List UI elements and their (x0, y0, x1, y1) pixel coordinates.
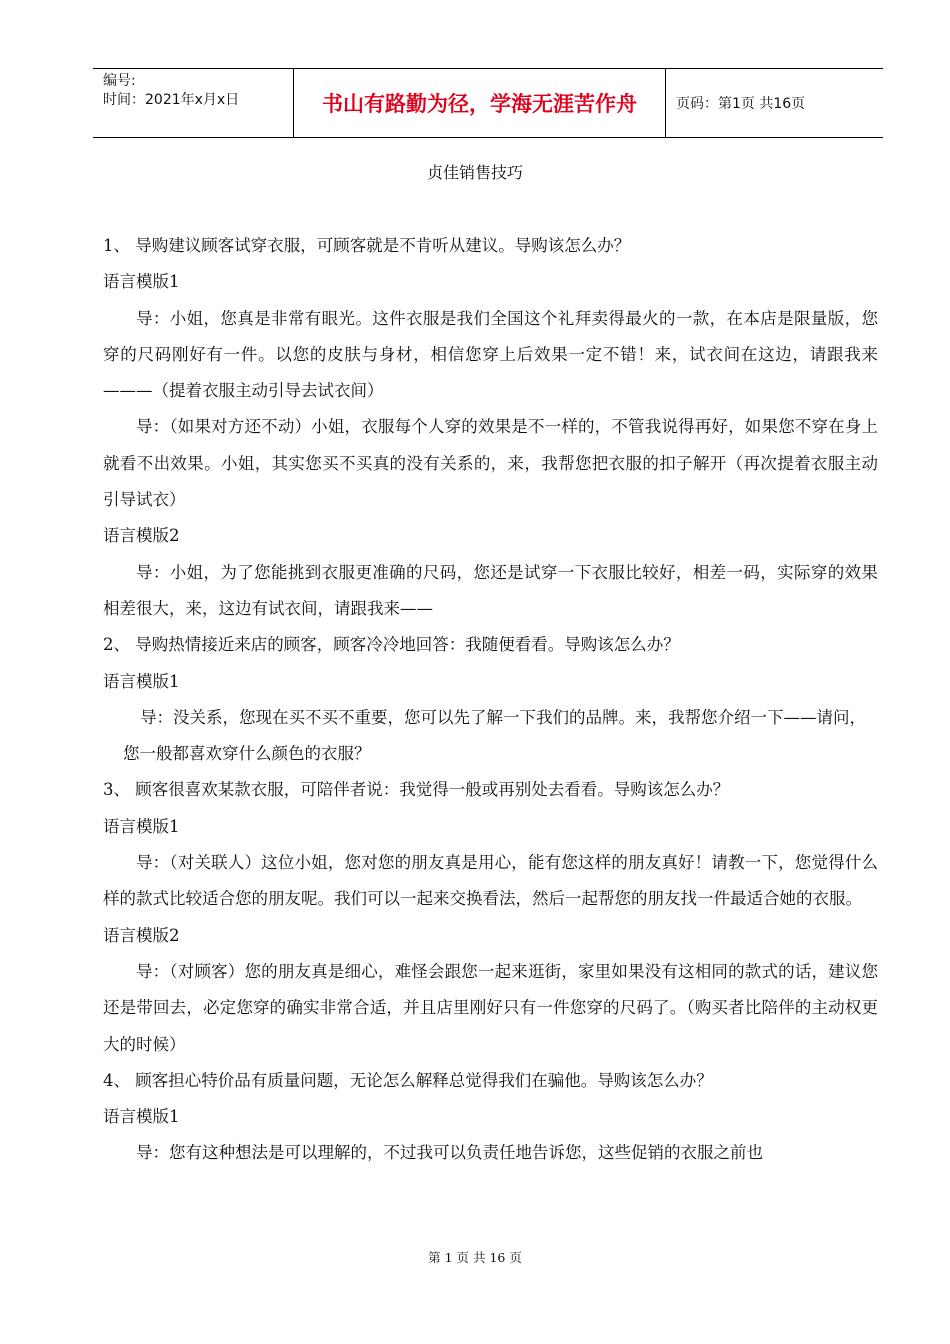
template-heading: 语言模版1 (103, 1107, 180, 1127)
template-heading: 语言模版1 (103, 671, 180, 691)
page-header (93, 68, 883, 138)
question-3: 3、 顾客很喜欢某款衣服，可陪伴者说：我觉得一般或再别处去看看。导购该怎么办？ (103, 780, 730, 800)
template-heading: 语言模版1 (103, 816, 180, 836)
body-paragraph: 导：（如果对方还不动）小姐，衣服每个人穿的效果是不一样的，不管我说得再好，如果您不穿在身上就看不出效果。小姐，其实您买不买真的没有关系的，来，我帮您把衣服的扣子解开（再次提着衣服主动引导试衣） (103, 417, 878, 510)
question-1: 1、 导购建议顾客试穿衣服，可顾客就是不肯听从建议。导购该怎么办？ (103, 236, 631, 255)
time-label: 时间：2021年x月x日 (103, 92, 240, 108)
header-motto: 书山有路勤为径，学海无涯苦作舟 (294, 69, 666, 137)
body-paragraph: 导：没关系，您现在买不买不重要，您可以先了解一下我们的品牌。来，我帮您介绍一下——请问，您一般都喜欢穿什么颜色的衣服？ (123, 707, 866, 764)
question-2: 2、 导购热情接近来店的顾客，顾客冷冷地回答：我随便看看。导购该怎么办？ (103, 635, 680, 655)
number-label: 编号: (103, 73, 136, 89)
page-footer: 第 1 页 共 16 页 (428, 1250, 522, 1265)
header-page-info: 页码：第1页 共16页 (676, 96, 806, 112)
document-body (103, 228, 878, 1172)
question-4: 4、 顾客担心特价品有质量问题，无论怎么解释总觉得我们在骗他。导购该怎么办？ (103, 1070, 713, 1090)
header-meta (93, 69, 294, 137)
body-paragraph: 导：您有这种想法是可以理解的，不过我可以负责任地告诉您，这些促销的衣服之前也 (136, 1143, 763, 1163)
template-heading: 语言模版1 (103, 272, 180, 292)
body-paragraph: 导：小姐，您真是非常有眼光。这件衣服是我们全国这个礼拜卖得最火的一款，在本店是限量版，您穿的尺码刚好有一件。以您的皮肤与身材，相信您穿上后效果一定不错！来，试衣间在这边，请跟我来———（提着衣服主动引导去试衣间） (103, 308, 878, 401)
body-paragraph: 导：（对顾客）您的朋友真是细心，难怪会跟您一起来逛街，家里如果没有这相同的款式的话，建议您还是带回去，必定您穿的确实非常合适，并且店里刚好只有一件您穿的尺码了。（购买者比陪伴的主动权更大的时候） (103, 961, 878, 1054)
template-heading: 语言模版2 (103, 925, 180, 945)
body-paragraph: 导：（对关联人）这位小姐，您对您的朋友真是用心，能有您这样的朋友真好！请教一下，您觉得什么样的款式比较适合您的朋友呢。我们可以一起来交换看法，然后一起帮您的朋友找一件最适合她的衣服。 (103, 853, 878, 909)
template-heading: 语言模版2 (103, 526, 180, 546)
body-paragraph: 导：小姐，为了您能挑到衣服更准确的尺码，您还是试穿一下衣服比较好，相差一码，实际穿的效果相差很大，来，这边有试衣间，请跟我来—— (103, 562, 878, 618)
document-title: 贞佳销售技巧 (426, 163, 523, 182)
